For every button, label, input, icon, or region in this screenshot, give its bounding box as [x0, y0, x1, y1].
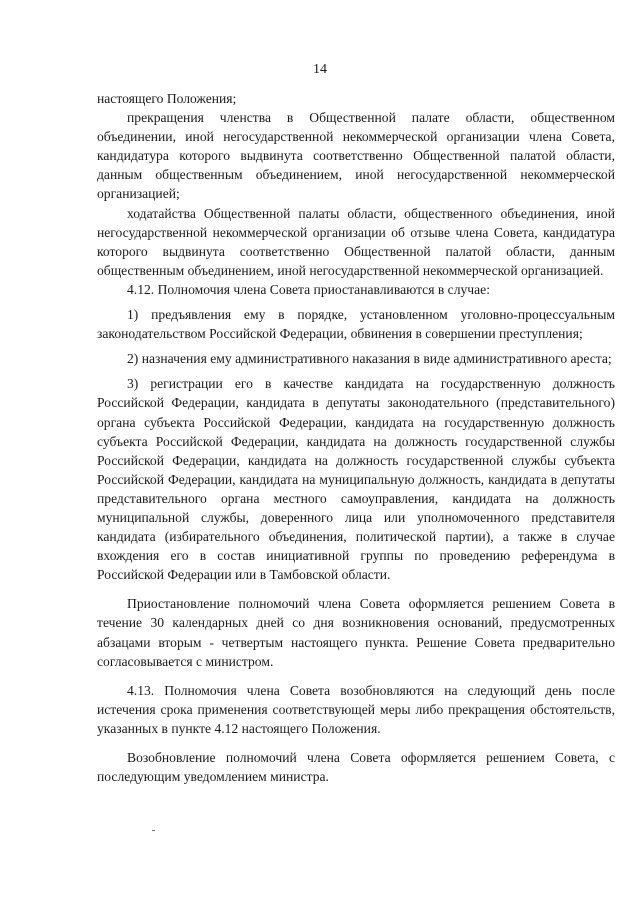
paragraph: Приостановление полномочий члена Совета оформляется решением Совета в течение 30 календарных дней со дня возникновения оснований, предусмотренных абзацами вторым - четвертым настоящего пункта. Решение Совета предварительно согласовывается с министром.: [97, 596, 615, 669]
paragraph: настоящего Положения;: [97, 91, 237, 106]
list-item: 3) регистрации его в качестве кандидата на государственную должность Российской Федерации, кандидата в депутаты законодательного (представительного) органа субъекта Российской Федерации, кандидата на государственную должность субъекта Российской Федерации, кандидата на должность государственной службы Российской Федерации, кандидата на должность государственной службы субъекта Российской Федерации, кандидата на муниципальную должность, кандидата в депутаты представительного органа местного самоуправления, кандидата на должность муниципальной службы, доверенного лица или уполномоченного представителя кандидата (избирательного объединения, политической партии), а также в случае вхождения его в состав инициативной группы по проведению референдума в Российской Федерации или в Тамбовской области.: [97, 376, 615, 583]
paragraph: Возобновление полномочий члена Совета оформляется решением Совета, с последующим уведомлением министра.: [97, 750, 615, 785]
paragraph: прекращения членства в Общественной палате области, общественном объединении, иной негосударственной некоммерческой организации члена Совета, кандидатура которого выдвинута соответственно Общественной палатой области, данным общественным объединением, иной негосударственной некоммерческой организацией;: [97, 110, 615, 202]
scan-speck: [152, 830, 155, 831]
page-number: 14: [313, 62, 327, 77]
list-item: 1) предъявления ему в порядке, установленном уголовно-процессуальным законодательством Российской Федерации, обвинения в совершении преступления;: [97, 307, 615, 342]
section-paragraph: 4.13. Полномочия члена Совета возобновляются на следующий день после истечения срока применения соответствующей меры либо прекращения обстоятельств, указанных в пункте 4.12 настоящего Положения.: [97, 682, 615, 736]
section-heading: 4.12. Полномочия члена Совета приостанавливаются в случае:: [127, 281, 490, 297]
document-body: [97, 89, 615, 786]
list-item: 2) назначения ему административного наказания в виде административного ареста;: [127, 351, 612, 367]
paragraph: ходатайства Общественной палаты области, общественного объединения, иной негосударственной некоммерческой организации об отзыве члена Совета, кандидатура которого выдвинута соответственно Общественной палатой области, данным общественным объединением, иной негосударственной некоммерческой организацией.: [97, 205, 615, 278]
